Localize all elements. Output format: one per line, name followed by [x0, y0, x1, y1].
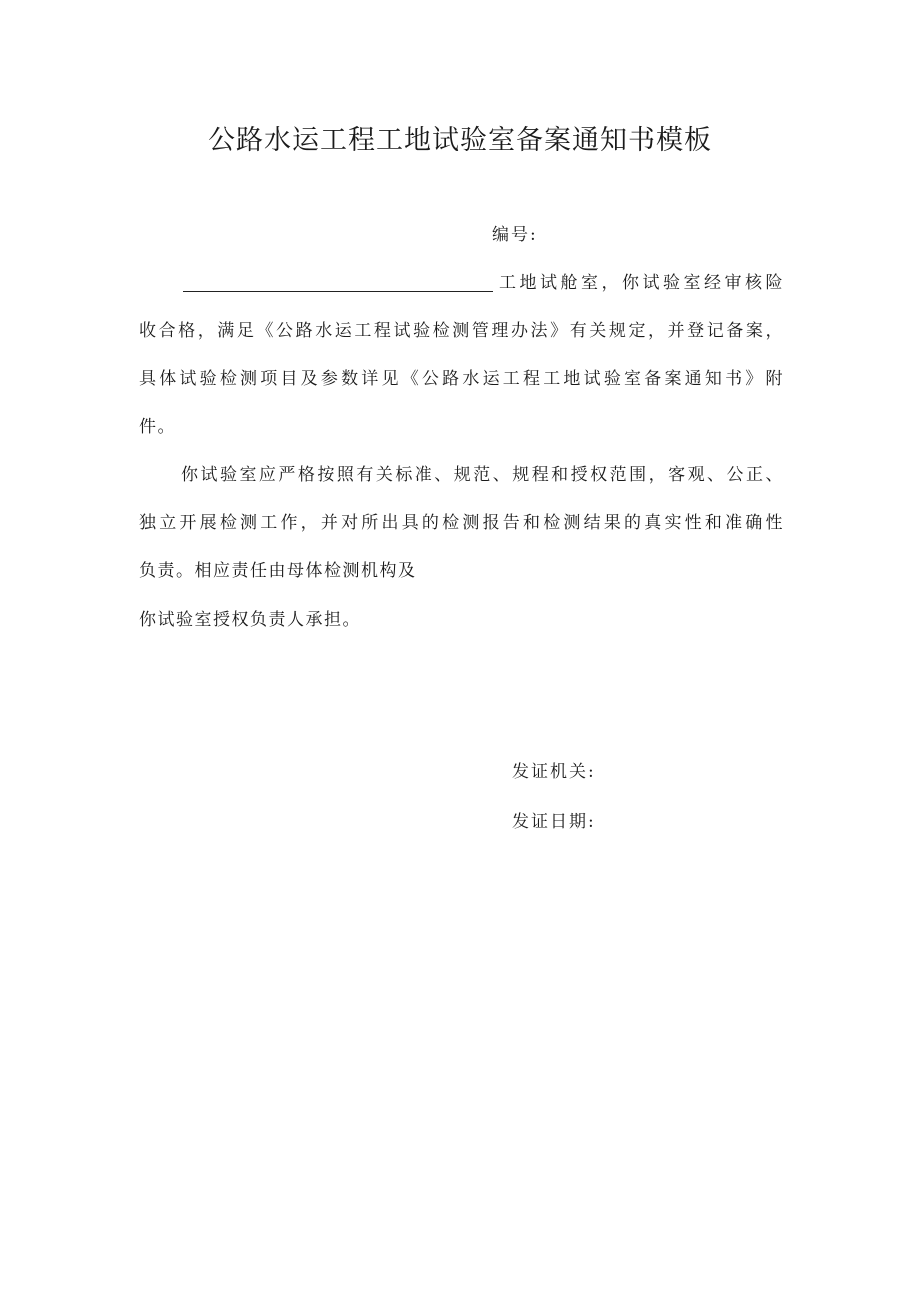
paragraph-registration-line-3: 具体试验检测项目及参数详见《公路水运工程工地试验室备案通知书》附 — [139, 369, 784, 389]
paragraph-registration-line-4: 件。 — [139, 417, 176, 437]
document-title: 公路水运工程工地试验室备案通知书模板 — [208, 125, 712, 156]
paragraph-registration-line-1 — [139, 259, 784, 307]
paragraph-responsibility — [139, 451, 784, 595]
paragraph-responsibility-line-1: 你试验室应严格按照有关标准、规范、规程和授权范围，客观、公正、 — [181, 465, 784, 485]
document-number-label: 编号: — [492, 225, 538, 245]
issuer-label: 发证机关: — [512, 762, 596, 782]
paragraph-responsibility-line-3: 负责。相应责任由母体检测机构及 — [139, 561, 417, 581]
lab-name-blank — [183, 269, 493, 292]
paragraph-registration — [139, 259, 784, 451]
paragraph-registration-line-2: 收合格，满足《公路水运工程试验检测管理办法》有关规定，并登记备案， — [139, 321, 784, 341]
issue-date-label: 发证日期: — [512, 812, 596, 832]
paragraph-responsibility-line-2: 独立开展检测工作，并对所出具的检测报告和检测结果的真实性和准确性 — [139, 513, 784, 533]
paragraph-registration-line-1-text: 工地试舱室，你试验室经审核险 — [497, 273, 784, 293]
paragraph-responsibility-line-4: 你试验室授权负责人承担。 — [139, 610, 361, 630]
